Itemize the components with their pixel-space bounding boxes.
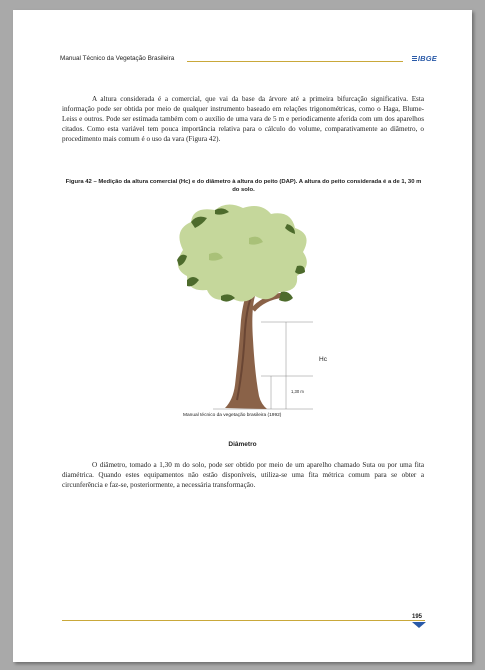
figure-source: Manual técnico da vegetação brasileira (1992)	[183, 413, 282, 418]
page-marker-icon	[412, 622, 426, 628]
tree-illustration	[163, 200, 323, 420]
header-rule	[187, 61, 403, 62]
hc-label: Hc	[319, 356, 327, 363]
canopy-shade-7	[279, 292, 293, 302]
breast-height-label: 1,30 m	[291, 389, 304, 394]
page-number: 195	[412, 614, 423, 620]
running-header	[60, 55, 437, 69]
header-title: Manual Técnico da Vegetação Brasileira	[60, 55, 175, 62]
figure-caption: Figura 42 – Medição da altura comercial (Hc) e do diâmetro à altura do peito (DAP). A altura do peito considerada é a de 1, 30 m do solo.	[65, 179, 422, 193]
ibge-logo	[418, 54, 437, 63]
logo-stripes-icon	[412, 56, 417, 61]
tree-figure	[163, 200, 327, 420]
paragraph-diametro: O diâmetro, tomado a 1,30 m do solo, pode ser obtido por meio de um aparelho chamado Suta ou por uma fita diamétrica. Quando estes equipamentos não estão disponíveis, utiliza-se uma fita métrica comum para se obter a circunferência e faz-se, posteriormente, a necessária transformação.	[62, 461, 424, 490]
section-heading-diametro: Diâmetro	[228, 441, 257, 448]
logo-text: IBGE	[417, 54, 437, 63]
footer-rule	[62, 620, 425, 621]
document-page	[13, 10, 472, 662]
paragraph-altura: A altura considerada é a comercial, que vai da base da árvore até a primeira bifurcação significativa. Esta informação pode ser obtida por meio de qualquer instrumento baseado em relações trigonométricas, como o Haga, Blume-Leiss e outros. Pode ser estimada também com o auxílio de uma vara de 5 m e periodicamente aferida com um dos aparelhos citados. Como esta variável tem pouca importância relativa para o cálculo do volume, comparativamente ao diâmetro, o procedimento mais comum é o uso da vara (Figura 42).	[62, 95, 424, 144]
